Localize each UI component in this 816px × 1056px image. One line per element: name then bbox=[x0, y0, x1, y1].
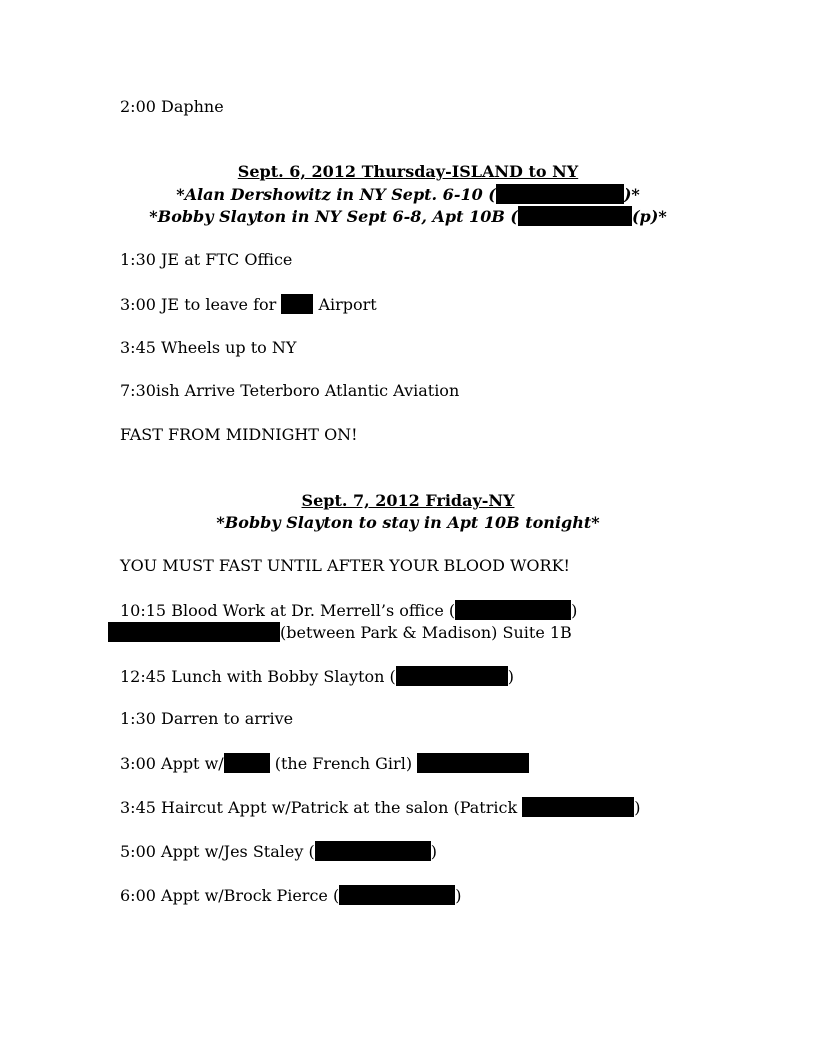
entry-text: 6:00 Appt w/Brock Pierce ( bbox=[120, 886, 340, 905]
day2-entry-french-girl bbox=[120, 753, 529, 774]
entry-text: 3:45 Haircut Appt w/Patrick at the salon (Patrick bbox=[120, 798, 523, 817]
day1-entry-leave bbox=[120, 294, 377, 315]
day2-entry-fast: YOU MUST FAST UNTIL AFTER YOUR BLOOD WORK! bbox=[120, 556, 570, 575]
entry-text: ) bbox=[634, 798, 641, 817]
day2-entry-pierce bbox=[120, 885, 461, 906]
redaction-block bbox=[417, 753, 529, 773]
day2-entry-lunch bbox=[120, 666, 514, 687]
entry-text: 3:00 JE to leave for bbox=[120, 295, 282, 314]
day1-entry-arrive: 7:30ish Arrive Teterboro Atlantic Aviation bbox=[120, 381, 460, 400]
day1-entry-wheels-up: 3:45 Wheels up to NY bbox=[120, 338, 297, 357]
note-text: )* bbox=[623, 185, 640, 204]
entry-text: 10:15 Blood Work at Dr. Merrell’s office ( bbox=[120, 601, 456, 620]
redaction-block bbox=[108, 622, 280, 642]
day2-entry-blood-work-line2 bbox=[108, 622, 572, 643]
day2-note: *Bobby Slayton to stay in Apt 10B tonight* bbox=[216, 513, 600, 532]
entry-text: 12:45 Lunch with Bobby Slayton ( bbox=[120, 667, 396, 686]
entry-text: ) bbox=[571, 601, 578, 620]
entry-text: ) bbox=[507, 667, 515, 686]
day2-entry-blood-work bbox=[120, 600, 577, 621]
entry-text: ) bbox=[430, 842, 437, 861]
note-text: *Bobby Slayton in NY Sept 6-8, Apt 10B ( bbox=[149, 207, 518, 226]
day1-note-slayton bbox=[0, 206, 816, 227]
redaction-block bbox=[396, 666, 508, 686]
entry-text: 2:00 Daphne bbox=[120, 97, 224, 116]
redaction-block bbox=[455, 600, 571, 620]
day2-entry-haircut bbox=[120, 797, 640, 818]
day1-entry-ftc: 1:30 JE at FTC Office bbox=[120, 250, 293, 269]
day1-note-dershowitz bbox=[0, 184, 816, 205]
entry-text: 5:00 Appt w/Jes Staley ( bbox=[120, 842, 315, 861]
entry-text: ) bbox=[455, 886, 462, 905]
redaction-block bbox=[496, 184, 624, 204]
note-text: *Alan Dershowitz in NY Sept. 6-10 ( bbox=[176, 185, 496, 204]
redaction-block bbox=[518, 206, 632, 226]
day2-heading: Sept. 7, 2012 Friday-NY bbox=[301, 491, 515, 510]
entry-text: Airport bbox=[313, 295, 377, 314]
day2-entry-staley bbox=[120, 841, 437, 862]
day1-heading: Sept. 6, 2012 Thursday-ISLAND to NY bbox=[237, 162, 579, 181]
entry-text: (the French Girl) bbox=[269, 754, 418, 773]
redaction-block bbox=[281, 294, 313, 314]
note-text: (p)* bbox=[631, 207, 667, 226]
entry-text: (between Park & Madison) Suite 1B bbox=[280, 623, 572, 642]
redaction-block bbox=[522, 797, 634, 817]
entry-text: 3:00 Appt w/ bbox=[120, 754, 224, 773]
redaction-block bbox=[339, 885, 455, 905]
day1-entry-fast: FAST FROM MIDNIGHT ON! bbox=[120, 425, 358, 444]
day2-entry-darren: 1:30 Darren to arrive bbox=[120, 709, 294, 728]
redaction-block bbox=[224, 753, 270, 773]
redaction-block bbox=[315, 841, 431, 861]
entry-daphne bbox=[120, 97, 224, 117]
